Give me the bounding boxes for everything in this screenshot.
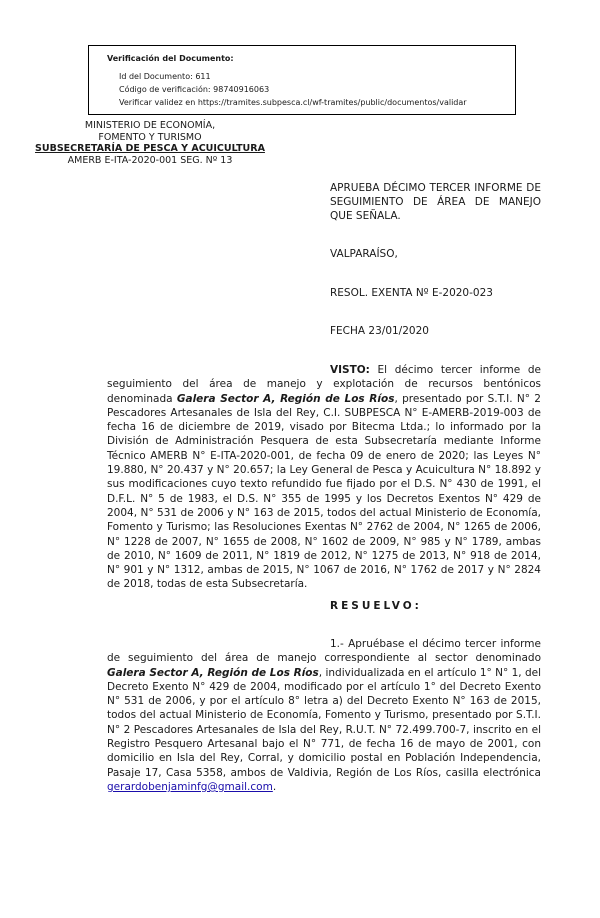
point1-area-name: Galera Sector A, Región de Los Ríos (107, 666, 319, 679)
validation-url[interactable]: • Verificar validez en https://tramites.subpesca.cl/wf-tramites/public/documentos/validar (119, 96, 507, 109)
document-id: • Id del Documento: 611 (119, 70, 507, 83)
visto-label: VISTO: (330, 364, 370, 376)
visto-paragraph (107, 363, 541, 592)
ministry-line-1: MINISTERIO DE ECONOMÍA, (84, 120, 216, 131)
visto-text-2: , presentado por S.T.I. N° 2 Pescadores Artesanales de Isla del Rey, C.I. SUBPESCA N° E-AMERB-2019-003 de fecha 16 de diciembre de 2019, visado por Bitecma Ltda.; lo informado por la División de Administración Pesquera de esta Subsecretaría mediante Informe Técnico AMERB N° E-ITA-2020-001, de fecha 09 de enero de 2020; las Leyes N° 19.880, N° 20.437 y N° 20.657; la Ley General de Pesca y Acuicultura N° 18.892 y sus modificaciones cuyo texto refundido fue fijado por el D.S. N° 430 de 1991, el D.F.L. N° 5 de 1983, el D.S. N° 355 de 1995 y los Decretos Exentos N° 429 de 2004, N° 531 de 2006 y N° 163 de 2015, todos del actual Ministerio de Economía, Fomento y Turismo; las Resoluciones Exentas N° 2762 de 2004, N° 1265 de 2006, N° 1228 de 2007, N° 1655 de 2008, N° 1602 de 2009, N° 985 y N° 1789, ambas de 2010, N° 1609 de 2011, N° 1819 de 2012, N° 1275 de 2013, N° 918 de 2014, N° 901 y N° 1312, ambas de 2015, N° 1067 de 2016, N° 1762 de 2017 y N° 2824 de 2018, todas de esta Subsecretaría. (107, 392, 541, 591)
letterhead (30, 120, 270, 166)
verification-title: Verificación del Documento: (107, 54, 234, 63)
verification-list (107, 70, 507, 109)
visto-text-1: El décimo tercer informe de seguimiento del área de manejo y explotación de recursos bentónicos denominada (107, 364, 541, 405)
verification-box (88, 45, 516, 115)
point1-text-2: , individualizada en el artículo 1° N° 1, del Decreto Exento N° 429 de 2004, modificado por el artículo 1° del Decreto Exento N° 531 de 2006, y por el artículo 8° letra a) del Decreto Exento N° 163 de 2015, todos del actual Ministerio de Economía, Fomento y Turismo, presentado por S.T.I. N° 2 Pescadores Artesanales de Isla del Rey, R.U.T. N° 72.499.700-7, inscrito en el Registro Pesquero Artesanal bajo el N° 771, de fecha 16 de mayo de 2001, con domicilio en Isla del Rey, Corral, y domicilio postal en Población Independencia, Pasaje 17, Casa 5358, ambos de Valdivia, Región de Los Ríos, casilla electrónica (107, 666, 541, 779)
document-subject: APRUEBA DÉCIMO TERCER INFORME DE SEGUIMIENTO DE ÁREA DE MANEJO QUE SEÑALA. (330, 182, 541, 222)
resolution-date: FECHA 23/01/2020 (330, 325, 429, 337)
verification-code: • Código de verificación: 98740916063 (119, 83, 507, 96)
point1-text-1: 1.- Apruébase el décimo tercer informe de seguimiento del área de manejo correspondiente al sector denominado (107, 638, 541, 665)
email-link[interactable]: gerardobenjaminfg@gmail.com (107, 780, 273, 793)
resolution-point-1 (107, 637, 541, 794)
area-name: Galera Sector A, Región de Los Ríos (176, 392, 395, 405)
resuelvo-heading: RESUELVO: (330, 600, 422, 612)
resolution-number: RESOL. EXENTA Nº E-2020-023 (330, 287, 493, 299)
city: VALPARAÍSO, (330, 248, 398, 260)
ministry-line-2: FOMENTO Y TURISMO (98, 131, 202, 143)
point1-text-3: . (272, 780, 277, 793)
amerb-reference: AMERB E-ITA-2020-001 SEG. Nº 13 (67, 154, 233, 166)
subsecretaria-name: SUBSECRETARÍA DE PESCA Y ACUICULTURA (35, 143, 265, 154)
